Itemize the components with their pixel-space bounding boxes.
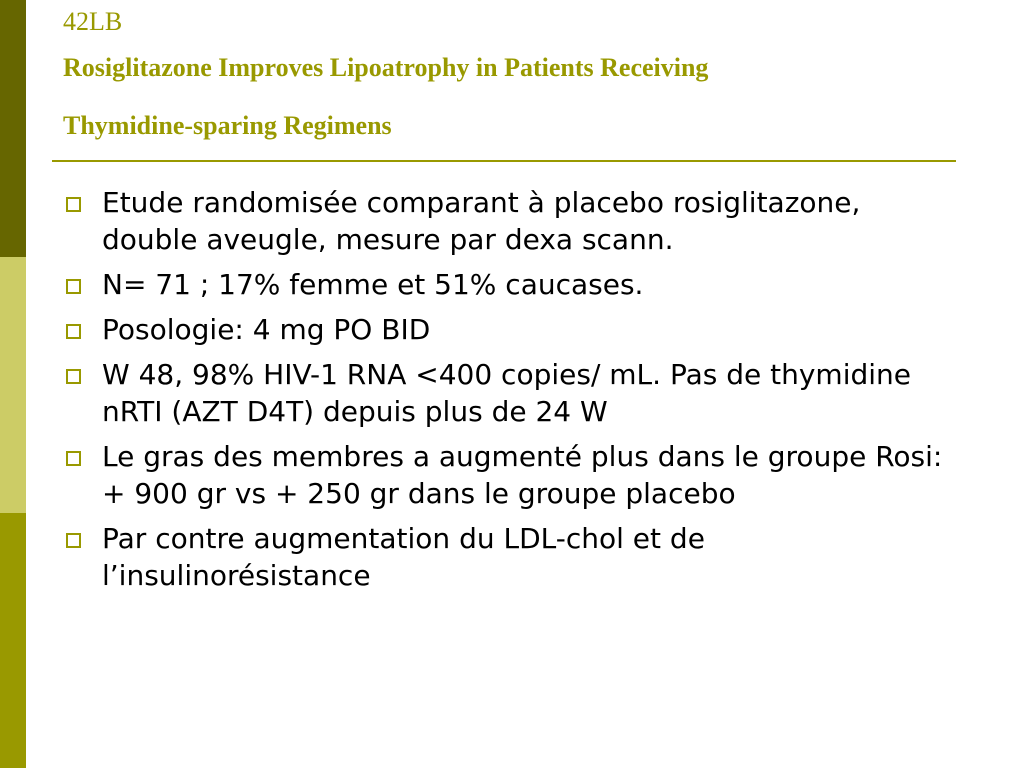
title-line-1: Rosiglitazone Improves Lipoatrophy in Patients Receiving [63,53,709,82]
bullet-item [64,311,944,348]
bullet-text: Posologie: 4 mg PO BID [102,313,431,346]
bullet-text: Etude randomisée comparant à placebo rosiglitazone, double aveugle, mesure par dexa scann. [102,186,861,256]
sidebar-band-bottom [0,513,26,768]
slide-title [63,6,963,157]
bullet-item [64,520,944,594]
bullet-text: N= 71 ; 17% femme et 51% caucases. [102,268,644,301]
sidebar-band-middle [0,257,26,513]
square-bullet-icon [66,197,81,212]
square-bullet-icon [66,369,81,384]
bullet-item [64,356,944,430]
abstract-code: 42LB [63,7,123,36]
square-bullet-icon [66,324,81,339]
bullet-item [64,266,944,303]
sidebar-band-top [0,0,26,257]
title-divider [52,160,956,162]
square-bullet-icon [66,279,81,294]
square-bullet-icon [66,451,81,466]
bullet-item [64,438,944,512]
bullet-text: Par contre augmentation du LDL-chol et de l’insulinorésistance [102,522,705,592]
title-line-2: Thymidine-sparing Regimens [63,111,392,140]
bullet-list [64,184,944,602]
square-bullet-icon [66,533,81,548]
bullet-item [64,184,944,258]
bullet-text: W 48, 98% HIV-1 RNA <400 copies/ mL. Pas de thymidine nRTI (AZT D4T) depuis plus de 24 W [102,358,912,428]
bullet-text: Le gras des membres a augmenté plus dans le groupe Rosi: + 900 gr vs + 250 gr dans le groupe placebo [102,440,943,510]
